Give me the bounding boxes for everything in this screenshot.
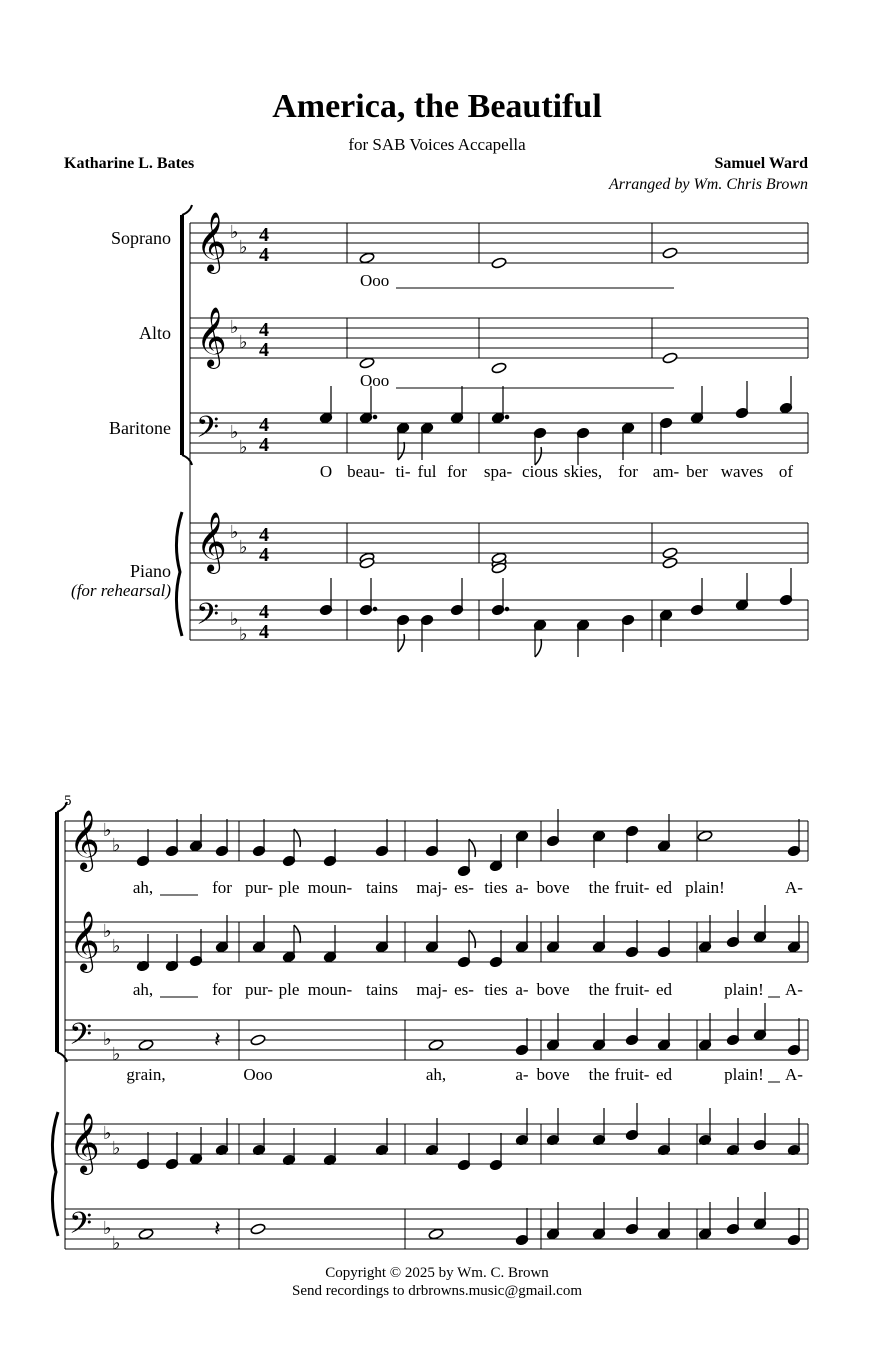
lyric: O bbox=[319, 462, 333, 481]
notehead bbox=[662, 547, 678, 559]
notehead bbox=[138, 1228, 154, 1240]
lyric: a- bbox=[515, 878, 529, 897]
time-signature: 4 bbox=[259, 524, 269, 546]
lyric: am- bbox=[652, 462, 680, 481]
arranger: Arranged by Wm. Chris Brown bbox=[609, 176, 808, 193]
lyric: pur- bbox=[245, 980, 273, 999]
lyric: skies, bbox=[563, 462, 603, 481]
time-signature: 4 bbox=[259, 319, 269, 341]
flat-sign: ♭ bbox=[239, 537, 248, 557]
lyric: A- bbox=[785, 980, 803, 999]
score-title: America, the Beautiful bbox=[272, 88, 602, 125]
augmentation-dot bbox=[505, 415, 509, 419]
quarter-rest: 𝄽 bbox=[214, 1027, 221, 1052]
flat-sign: ♭ bbox=[230, 522, 239, 542]
notehead bbox=[491, 257, 507, 269]
lyric: ties bbox=[484, 878, 508, 897]
part-label-piano-note: (for rehearsal) bbox=[71, 581, 171, 600]
lyric: bove bbox=[536, 1065, 570, 1084]
alto-lyric-ooo: Ooo bbox=[360, 371, 390, 390]
time-signature: 4 bbox=[259, 601, 269, 623]
treble-clef: 𝄞 bbox=[69, 812, 100, 869]
lyric: A- bbox=[785, 1065, 803, 1084]
notehead bbox=[250, 1223, 266, 1235]
augmentation-dot bbox=[373, 415, 377, 419]
baritone-lyrics-system1 bbox=[320, 462, 794, 481]
flat-sign: ♭ bbox=[230, 222, 239, 242]
lyric: ple bbox=[278, 878, 300, 897]
lyric: plain! bbox=[724, 980, 764, 999]
time-signature: 4 bbox=[259, 621, 269, 643]
lyric: ed bbox=[655, 878, 673, 897]
lyric: plain! bbox=[685, 878, 725, 897]
lyric: for bbox=[618, 462, 638, 481]
notehead bbox=[662, 352, 678, 364]
lyric: fruit- bbox=[614, 878, 650, 897]
flat-sign: ♭ bbox=[239, 624, 248, 644]
flat-sign: ♭ bbox=[112, 1044, 121, 1064]
flat-sign: ♭ bbox=[112, 1138, 121, 1158]
notehead bbox=[359, 357, 375, 369]
lyric: for bbox=[212, 878, 232, 897]
score-subtitle: for SAB Voices Accapella bbox=[348, 135, 526, 154]
lyric: ple bbox=[278, 980, 300, 999]
flat-sign: ♭ bbox=[239, 237, 248, 257]
notehead bbox=[662, 557, 678, 569]
footer bbox=[0, 1264, 874, 1300]
notehead bbox=[491, 362, 507, 374]
soprano-lyric-ooo: Ooo bbox=[360, 271, 390, 290]
lyric: es- bbox=[454, 878, 474, 897]
bass-clef: 𝄢 bbox=[69, 1018, 93, 1058]
treble-clef: 𝄞 bbox=[196, 309, 227, 366]
notehead bbox=[250, 1034, 266, 1046]
bass-clef: 𝄢 bbox=[196, 411, 220, 451]
lyric: ties bbox=[484, 980, 508, 999]
alto-lyrics-system2 bbox=[133, 980, 803, 999]
notes bbox=[136, 247, 800, 1246]
treble-clef: 𝄞 bbox=[196, 514, 227, 571]
time-signature: 4 bbox=[259, 244, 269, 266]
lyric: bove bbox=[536, 878, 570, 897]
flat-sign: ♭ bbox=[230, 317, 239, 337]
lyric: ber bbox=[686, 462, 708, 481]
flat-sign: ♭ bbox=[112, 835, 121, 855]
lyric: ti- bbox=[395, 462, 411, 481]
notehead bbox=[697, 830, 713, 842]
flat-sign: ♭ bbox=[112, 1233, 121, 1253]
part-label-alto: Alto bbox=[138, 323, 171, 343]
measure-number: 5 bbox=[64, 793, 72, 809]
lyric: for bbox=[447, 462, 467, 481]
note-flag bbox=[469, 930, 475, 948]
score-decorations bbox=[52, 205, 269, 1253]
lyric: bove bbox=[536, 980, 570, 999]
flat-sign: ♭ bbox=[239, 437, 248, 457]
lyric: grain, bbox=[126, 1065, 166, 1084]
augmentation-dot bbox=[505, 607, 509, 611]
piano-brace bbox=[52, 1112, 58, 1236]
lyric: ah, bbox=[425, 1065, 447, 1084]
flat-sign: ♭ bbox=[103, 820, 112, 840]
soprano-lyrics-system2 bbox=[133, 878, 803, 897]
note-flag bbox=[398, 634, 404, 652]
augmentation-dot bbox=[373, 607, 377, 611]
treble-clef: 𝄞 bbox=[69, 1115, 100, 1172]
lyric: ed bbox=[655, 1065, 673, 1084]
flat-sign: ♭ bbox=[239, 332, 248, 352]
note-flag bbox=[294, 829, 300, 847]
lyric: fruit- bbox=[614, 980, 650, 999]
lyric: the bbox=[588, 980, 610, 999]
piano-brace bbox=[176, 512, 182, 636]
lyric: cious bbox=[522, 462, 558, 481]
lyric: a- bbox=[515, 980, 529, 999]
part-label-baritone: Baritone bbox=[109, 418, 171, 438]
notehead bbox=[138, 1039, 154, 1051]
copyright-text: Copyright © 2025 by Wm. C. Brown bbox=[325, 1265, 549, 1281]
time-signature: 4 bbox=[259, 224, 269, 246]
lyricist: Katharine L. Bates bbox=[64, 155, 195, 172]
notehead bbox=[428, 1039, 444, 1051]
lyric: pur- bbox=[245, 878, 273, 897]
lyric: ah, bbox=[132, 980, 154, 999]
lyric: moun- bbox=[307, 980, 353, 999]
notehead bbox=[662, 247, 678, 259]
part-label-soprano: Soprano bbox=[111, 228, 171, 248]
lyric: for bbox=[212, 980, 232, 999]
time-signature: 4 bbox=[259, 414, 269, 436]
flat-sign: ♭ bbox=[103, 1029, 112, 1049]
lyric: waves bbox=[720, 462, 764, 481]
note-flag bbox=[469, 839, 475, 857]
flat-sign: ♭ bbox=[103, 1218, 112, 1238]
lyric: es- bbox=[454, 980, 474, 999]
lyric: maj- bbox=[416, 878, 448, 897]
lyric: beau- bbox=[347, 462, 385, 481]
lyric: A- bbox=[785, 878, 803, 897]
staff-lines bbox=[65, 223, 808, 1249]
note-flag bbox=[535, 639, 541, 657]
lyric: a- bbox=[515, 1065, 529, 1084]
flat-sign: ♭ bbox=[103, 921, 112, 941]
note-flag bbox=[294, 925, 300, 943]
lyric: Ooo bbox=[243, 1065, 273, 1084]
notehead bbox=[428, 1228, 444, 1240]
notehead bbox=[359, 252, 375, 264]
lyric: tains bbox=[365, 980, 399, 999]
flat-sign: ♭ bbox=[230, 422, 239, 442]
part-label-piano: Piano bbox=[129, 561, 171, 581]
lyric: maj- bbox=[416, 980, 448, 999]
flat-sign: ♭ bbox=[230, 609, 239, 629]
time-signature: 4 bbox=[259, 339, 269, 361]
lyric: moun- bbox=[307, 878, 353, 897]
time-signature: 4 bbox=[259, 544, 269, 566]
composer: Samuel Ward bbox=[714, 155, 808, 172]
lyric: the bbox=[588, 878, 610, 897]
quarter-rest: 𝄽 bbox=[214, 1216, 221, 1241]
contact-text: Send recordings to drbrowns.music@gmail.com bbox=[291, 1283, 583, 1299]
lyric: spa- bbox=[483, 462, 513, 481]
bass-clef: 𝄢 bbox=[196, 598, 220, 638]
time-signature: 4 bbox=[259, 434, 269, 456]
lyric: ful bbox=[417, 462, 437, 481]
lyric: of bbox=[778, 462, 794, 481]
lyric: tains bbox=[365, 878, 399, 897]
treble-clef: 𝄞 bbox=[69, 913, 100, 970]
lyric: ah, bbox=[132, 878, 154, 897]
bass-clef: 𝄢 bbox=[69, 1207, 93, 1247]
lyric: the bbox=[588, 1065, 610, 1084]
flat-sign: ♭ bbox=[103, 1123, 112, 1143]
lyric: ed bbox=[655, 980, 673, 999]
lyric: plain! bbox=[724, 1065, 764, 1084]
note-flag bbox=[398, 442, 404, 460]
baritone-lyrics-system2 bbox=[126, 1065, 803, 1084]
lyric: fruit- bbox=[614, 1065, 650, 1084]
flat-sign: ♭ bbox=[112, 936, 121, 956]
treble-clef: 𝄞 bbox=[196, 214, 227, 271]
